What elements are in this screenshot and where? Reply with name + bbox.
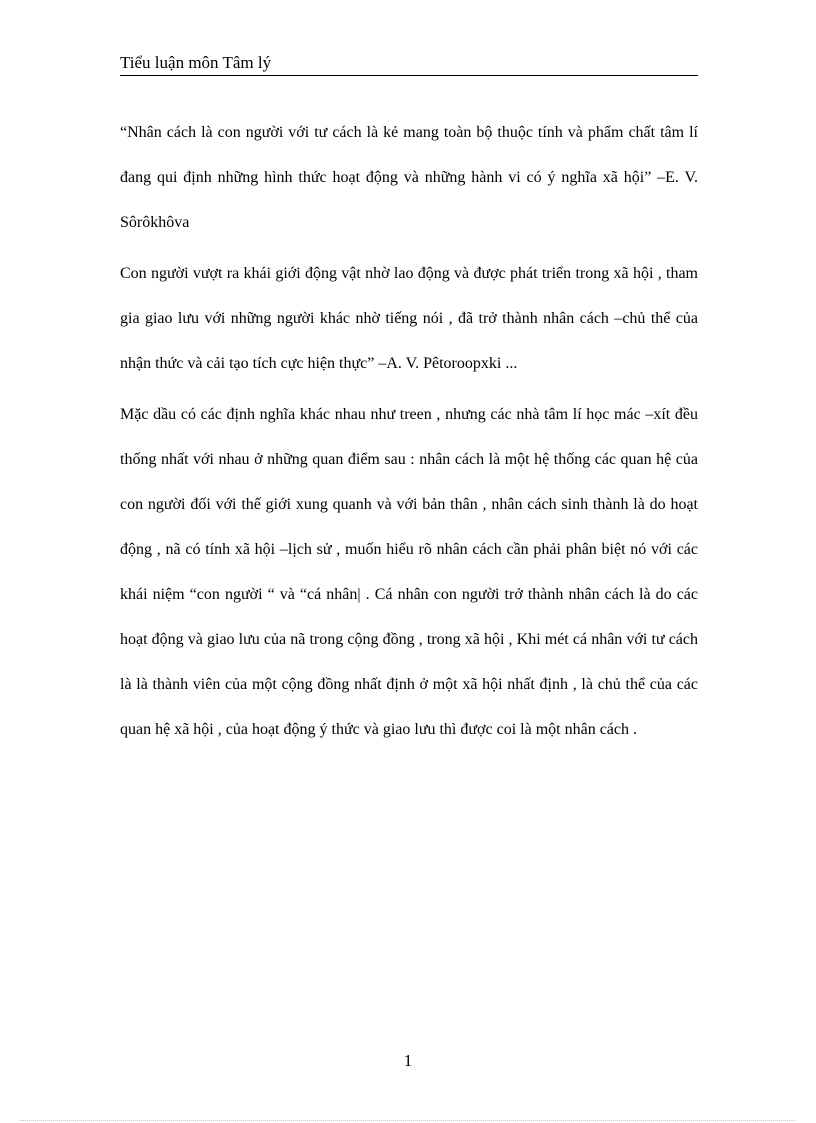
paragraph-marxist-views: Mặc dầu có các định nghĩa khác nhau như treen , nhưng các nhà tâm lí học mác –xít đều thống nhất với nhau ở những quan điểm sau : nhân cách là một hệ thống các quan hệ của con người đối với thế giới xung quanh và với bản thân , nhân cách sinh thành là do hoạt động , nã có tính xã hội –lịch sử , muốn hiểu rõ nhân cách cần phải phân biệt nó với các khái niệm “con người “ và “cá nhân| . Cá nhân con người trở thành nhân cách là do các hoạt động và giao lưu của nã trong cộng đồng , trong xã hội , Khi mét cá nhân với tư cách là là thành viên của một cộng đồng nhất định ở một xã hội nhất định , là chủ thể của các quan hệ xã hội , của hoạt động ý thức và giao lưu thì được coi là một nhân cách .	[120, 406, 698, 738]
page-number: 1	[403, 1051, 413, 1070]
document-body	[120, 110, 698, 752]
paragraph-definition-sorokhova: “Nhân cách là con người với tư cách là kẻ mang toàn bộ thuộc tính và phẩm chất tâm lí đang qui định những hình thức hoạt động và những hành vi có ý nghĩa xã hội” –E. V. Sôrôkhôva	[120, 124, 698, 231]
paragraph-definition-petrovsky: Con người vượt ra khái giới động vật nhờ lao động và được phát triển trong xã hội , tham gia giao lưu với những người khác nhờ tiếng nói , đã trở thành nhân cách –chủ thể của nhận thức và cải tạo tích cực hiện thực” –A. V. Pêtoroopxki ...	[120, 265, 698, 372]
page-bottom-divider	[20, 1120, 796, 1121]
page-header	[120, 52, 698, 76]
header-title: Tiểu luận môn Tâm lý	[120, 53, 272, 72]
